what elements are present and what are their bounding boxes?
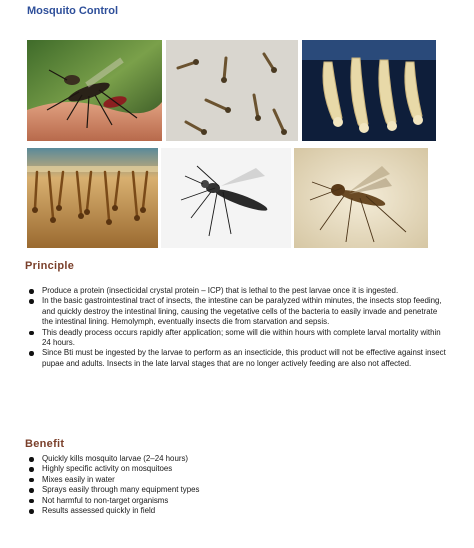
list-item: Sprays easily through many equipment types xyxy=(27,485,447,495)
list-item: In the basic gastrointestinal tract of insects, the intestine can be paralyzed within minutes, the insects stop feeding, and quickly destroy the intestinal lining, causing the vegetative cells of the bacteria to easily invade and penetrate the intestinal lining. Hemolymph, eventually insects die from starvation and sepsis. xyxy=(27,296,447,327)
crane-fly-mosquito-photo xyxy=(294,148,428,248)
principle-list xyxy=(27,286,447,369)
list-item: This deadly process occurs rapidly after application; some will die within hours with complete larval mortality within 24 hours. xyxy=(27,328,447,349)
page-title: Mosquito Control xyxy=(27,5,119,17)
list-item: Not harmful to non-target organisms xyxy=(27,496,447,506)
mosquito-biting-skin-photo xyxy=(27,40,162,141)
list-item: Produce a protein (insecticidal crystal protein – ICP) that is lethal to the pest larvae once it is ingested. xyxy=(27,286,447,296)
list-item: Mixes easily in water xyxy=(27,475,447,485)
benefit-list xyxy=(27,454,447,516)
benefit-heading: Benefit xyxy=(25,438,65,450)
mosquito-larvae-photo xyxy=(166,40,298,141)
larvae-at-water-surface-photo xyxy=(27,148,158,248)
list-item: Since Bti must be ingested by the larvae to perform as an insecticide, this product will not be effective against insect pupae and adults. Insects in the late larval stages that are no longer actively feeding are also not affected. xyxy=(27,348,447,369)
list-item: Results assessed quickly in field xyxy=(27,506,447,516)
list-item: Highly specific activity on mosquitoes xyxy=(27,464,447,474)
adult-mosquito-photo xyxy=(161,148,291,248)
mosquito-pupae-photo xyxy=(302,40,436,141)
principle-heading: Principle xyxy=(25,260,75,272)
list-item: Quickly kills mosquito larvae (2–24 hours) xyxy=(27,454,447,464)
